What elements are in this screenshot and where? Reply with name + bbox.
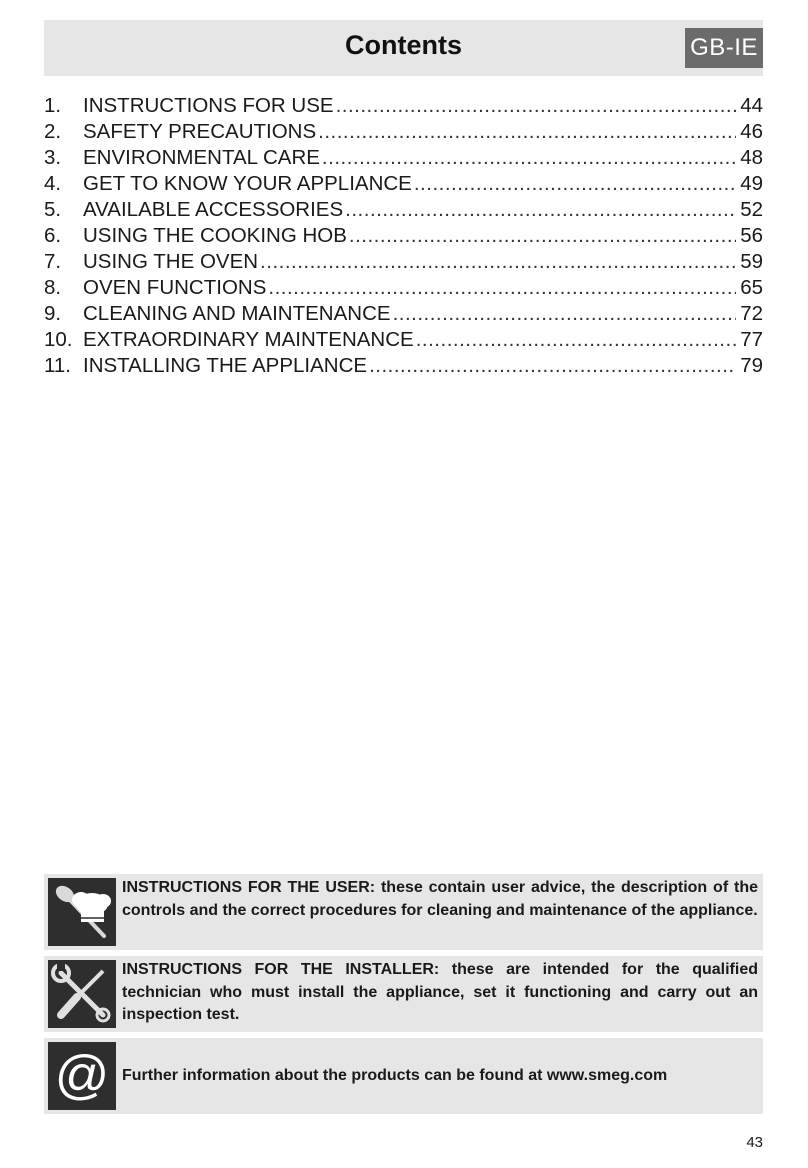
- toc-entry-4[interactable]: [44, 172, 763, 198]
- toc-title: ENVIRONMENTAL CARE: [83, 146, 320, 169]
- toc-leader: [336, 94, 737, 118]
- toc-title: AVAILABLE ACCESSORIES: [83, 198, 344, 221]
- at-sign-icon: [48, 1042, 116, 1110]
- tools-icon: [48, 960, 116, 1028]
- toc-page: 48: [740, 146, 763, 169]
- toc-leader: [349, 224, 736, 248]
- toc-page: 49: [740, 172, 763, 195]
- toc-leader: [260, 250, 736, 274]
- toc-number: 1.: [44, 94, 62, 117]
- toc-title: USING THE COOKING HOB: [83, 224, 347, 247]
- toc-leader: [345, 198, 736, 222]
- toc-leader: [369, 354, 736, 378]
- toc-entry-9[interactable]: [44, 302, 763, 328]
- web-info-box: [44, 1038, 763, 1114]
- toc-entry-8[interactable]: [44, 276, 763, 302]
- toc-entry-6[interactable]: [44, 224, 763, 250]
- toc-title: SAFETY PRECAUTIONS: [83, 120, 317, 143]
- installer-instructions-box: [44, 956, 763, 1032]
- table-of-contents: [44, 94, 763, 380]
- toc-page: 65: [740, 276, 763, 299]
- toc-entry-5[interactable]: [44, 198, 763, 224]
- contents-header: [44, 20, 763, 76]
- toc-leader: [268, 276, 736, 300]
- toc-leader: [414, 172, 736, 196]
- toc-number: 2.: [44, 120, 62, 143]
- toc-title: GET TO KNOW YOUR APPLIANCE: [83, 172, 412, 195]
- installer-instructions-text: INSTRUCTIONS FOR THE INSTALLER: these are intended for the qualified technician who must install the appliance, set it functioning and carry out an inspection test.: [122, 961, 758, 1023]
- toc-leader: [393, 302, 737, 326]
- page-title: Contents: [345, 30, 462, 60]
- toc-number: 7.: [44, 250, 62, 273]
- toc-page: 72: [740, 302, 763, 325]
- toc-page: 77: [740, 328, 763, 351]
- toc-page: 52: [740, 198, 763, 221]
- toc-title: EXTRAORDINARY MAINTENANCE: [83, 328, 414, 351]
- toc-number: 6.: [44, 224, 62, 247]
- toc-number: 3.: [44, 146, 62, 169]
- user-instructions-text: INSTRUCTIONS FOR THE USER: these contain user advice, the description of the controls and the correct procedures for cleaning and maintenance of the appliance.: [122, 879, 758, 919]
- toc-title: INSTALLING THE APPLIANCE: [83, 354, 368, 377]
- toc-leader: [416, 328, 736, 352]
- toc-title: CLEANING AND MAINTENANCE: [83, 302, 391, 325]
- toc-page: 79: [740, 354, 763, 377]
- toc-page: 44: [740, 94, 763, 117]
- toc-entry-11[interactable]: [44, 354, 763, 380]
- toc-title: OVEN FUNCTIONS: [83, 276, 267, 299]
- toc-entry-3[interactable]: [44, 146, 763, 172]
- toc-entry-7[interactable]: [44, 250, 763, 276]
- svg-text:@: @: [54, 1045, 110, 1105]
- web-info-text: Further information about the products can be found at www.smeg.com: [122, 1066, 668, 1084]
- toc-number: 4.: [44, 172, 62, 195]
- toc-number: 8.: [44, 276, 62, 299]
- toc-number: 11.: [44, 354, 71, 377]
- user-instructions-box: [44, 874, 763, 950]
- toc-entry-1[interactable]: [44, 94, 763, 120]
- toc-leader: [322, 146, 736, 170]
- language-badge: GB-IE: [685, 28, 763, 68]
- toc-leader: [318, 120, 736, 144]
- toc-entry-10[interactable]: [44, 328, 763, 354]
- toc-number: 10.: [44, 328, 73, 351]
- toc-page: 56: [740, 224, 763, 247]
- toc-page: 59: [740, 250, 763, 273]
- toc-number: 9.: [44, 302, 62, 325]
- toc-title: INSTRUCTIONS FOR USE: [83, 94, 334, 117]
- toc-title: USING THE OVEN: [83, 250, 259, 273]
- page-number: 43: [746, 1134, 763, 1151]
- toc-number: 5.: [44, 198, 62, 221]
- chef-spoon-icon: [48, 878, 116, 946]
- toc-page: 46: [740, 120, 763, 143]
- toc-entry-2[interactable]: [44, 120, 763, 146]
